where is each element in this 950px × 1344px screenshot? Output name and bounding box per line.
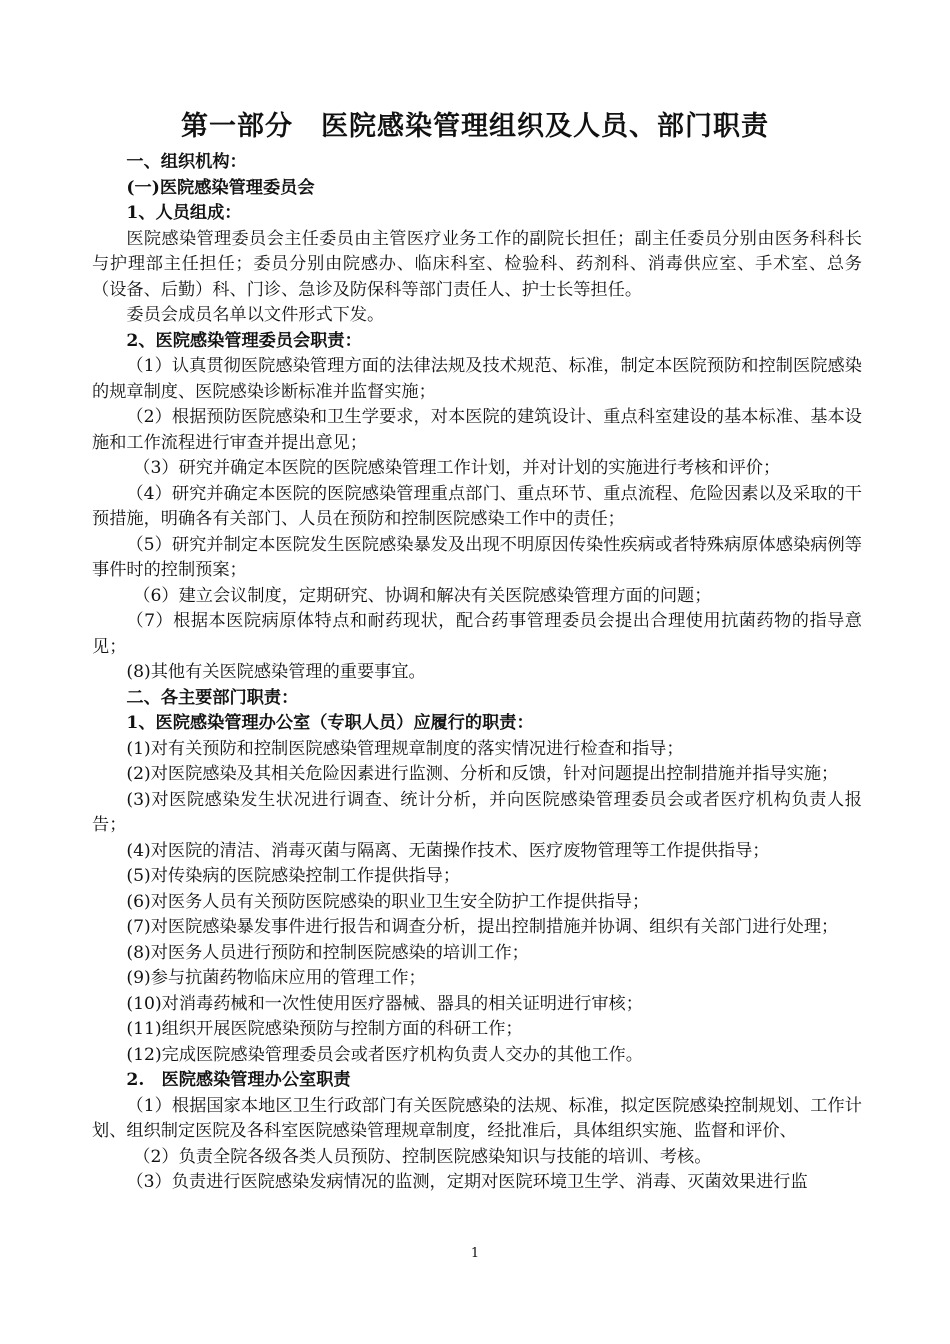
paragraph: （5）研究并制定本医院发生医院感染暴发及出现不明原因传染性疾病或者特殊病原体感染病例等事件时的控制预案； (92, 534, 862, 580)
paragraph: （3）负责进行医院感染发病情况的监测，定期对医院环境卫生学、消毒、灭菌效果进行监 (126, 1172, 808, 1192)
paragraph: (8)其他有关医院感染管理的重要事宜。 (126, 662, 426, 682)
paragraph: (11)组织开展医院感染预防与控制方面的科研工作； (126, 1019, 523, 1039)
paragraph: (5)对传染病的医院感染控制工作提供指导； (126, 866, 461, 886)
paragraph: (4)对医院的清洁、消毒灭菌与隔离、无菌操作技术、医疗废物管理等工作提供指导； (126, 840, 770, 861)
paragraph: （7）根据本医院病原体特点和耐药现状，配合药事管理委员会提出合理使用抗菌药物的指导意见； (92, 611, 862, 657)
paragraph: （2）根据预防医院感染和卫生学要求，对本医院的建筑设计、重点科室建设的基本标准、基本设施和工作流程进行审查并提出意见； (92, 407, 862, 453)
paragraph: 委员会成员名单以文件形式下发。 (126, 305, 385, 325)
section-heading: 2、医院感染管理委员会职责： (126, 330, 362, 351)
section-heading: 二、各主要部门职责： (126, 687, 299, 708)
document-title: 第一部分 医院感染管理组织及人员、部门职责 (181, 111, 769, 142)
paragraph: （4）研究并确定本医院的医院感染管理重点部门、重点环节、重点流程、危险因素以及采取的干预措施，明确各有关部门、人员在预防和控制医院感染工作中的责任； (92, 483, 862, 529)
section-heading: 1、医院感染管理办公室（专职人员）应履行的职责： (126, 713, 534, 733)
section-heading: 1、人员组成： (126, 203, 242, 223)
paragraph: (1)对有关预防和控制医院感染管理规章制度的落实情况进行检查和指导； (126, 738, 684, 759)
paragraph: (9)参与抗菌药物临床应用的管理工作； (126, 968, 426, 988)
section-heading: (一)医院感染管理委员会 (126, 177, 315, 198)
paragraph: （1）根据国家本地区卫生行政部门有关医院感染的法规、标准，拟定医院感染控制规划、工作计划、组织制定医院及各科室医院感染管理规章制度，经批准后，具体组织实施、监督和评价、 (92, 1095, 862, 1141)
section-heading: 一、组织机构： (126, 152, 247, 172)
paragraph: (10)对消毒药械和一次性使用医疗器械、器具的相关证明进行审核； (126, 993, 643, 1014)
paragraph: (3)对医院感染发生状况进行调查、统计分析，并向医院感染管理委员会或者医疗机构负责人报告； (92, 789, 862, 835)
paragraph: (6)对医务人员有关预防医院感染的职业卫生安全防护工作提供指导； (126, 891, 650, 912)
paragraph: 医院感染管理委员会主任委员由主管医疗业务工作的副院长担任；副主任委员分别由医务科科长与护理部主任担任；委员分别由院感办、临床科室、检验科、药剂科、消毒供应室、手术室、总务（设备、后勤）科、门诊、急诊及防保科等部门责任人、护士长等担任。 (92, 228, 862, 300)
document-body (92, 150, 862, 1196)
paragraph: （6）建立会议制度，定期研究、协调和解决有关医院感染管理方面的问题； (133, 585, 712, 606)
paragraph: (7)对医院感染暴发事件进行报告和调查分析，提出控制措施并协调、组织有关部门进行处理； (126, 917, 839, 937)
paragraph: (2)对医院感染及其相关危险因素进行监测、分析和反馈，针对问题提出控制措施并指导实施； (126, 764, 839, 784)
paragraph: （3）研究并确定本医院的医院感染管理工作计划，并对计划的实施进行考核和评价； (133, 458, 781, 478)
paragraph: （1）认真贯彻医院感染管理方面的法律法规及技术规范、标准，制定本医院预防和控制医院感染的规章制度、医院感染诊断标准并监督实施； (92, 356, 862, 402)
section-heading: 2. 医院感染管理办公室职责 (126, 1070, 351, 1090)
paragraph: (12)完成医院感染管理委员会或者医疗机构负责人交办的其他工作。 (126, 1044, 643, 1065)
page-number: 1 (470, 1246, 480, 1261)
paragraph: （2）负责全院各级各类人员预防、控制医院感染知识与技能的培训、考核。 (133, 1146, 712, 1167)
paragraph: (8)对医务人员进行预防和控制医院感染的培训工作； (126, 942, 529, 963)
